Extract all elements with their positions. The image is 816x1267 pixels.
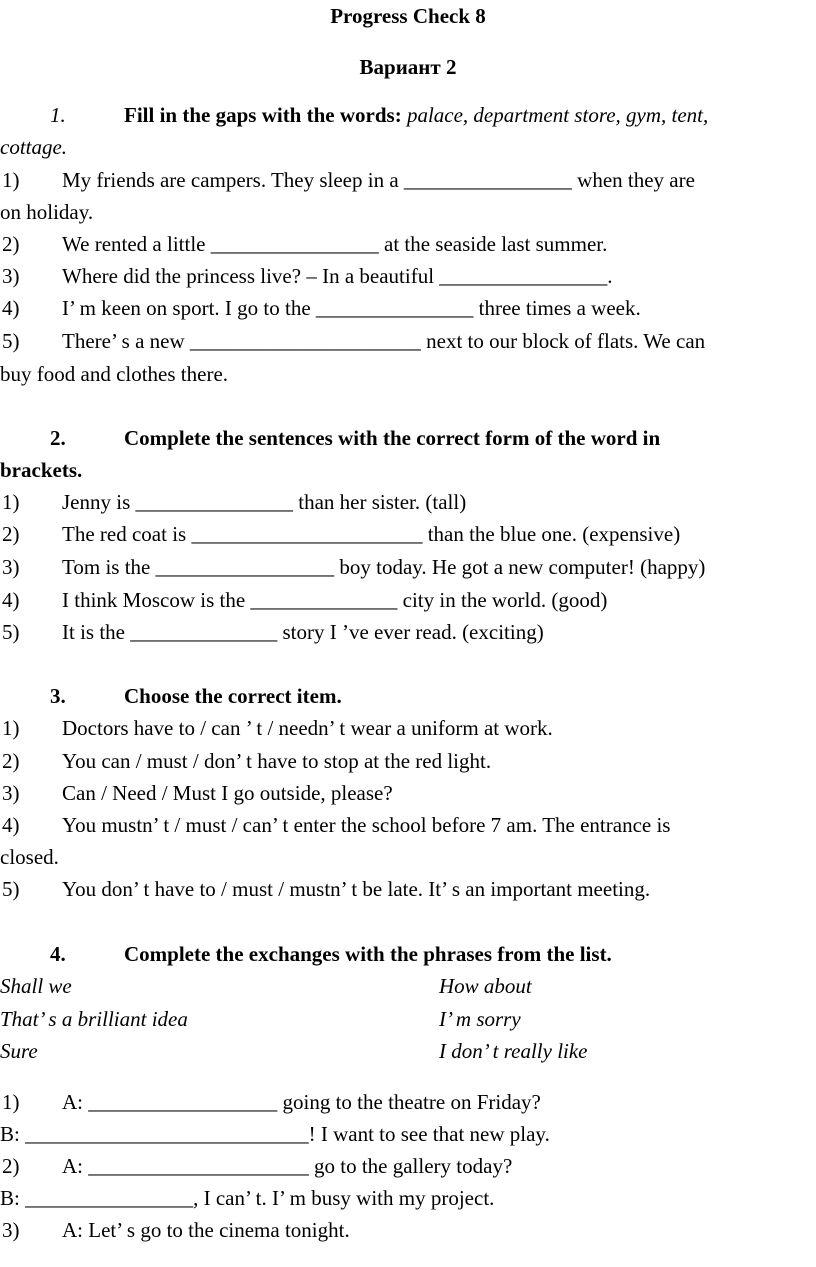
phrase-item: I don’ t really like	[439, 1039, 588, 1063]
section2-instruction: Complete the sentences with the correct form of the word in	[124, 426, 661, 450]
list-item: 2) You can / must / don’ t have to stop at the red light.	[2, 749, 492, 773]
list-item: 3) Tom is the _________________ boy today. He got a new computer! (happy)	[2, 555, 706, 579]
list-item: 5) There’ s a new ______________________ next to our block of flats. We can	[2, 329, 706, 353]
dialogue-line: B: ___________________________! I want to see that new play.	[0, 1122, 550, 1146]
list-item: 5) You don’ t have to / must / mustn’ t be late. It’ s an important meeting.	[2, 877, 651, 901]
list-item: 2) The red coat is ______________________ than the blue one. (expensive)	[2, 522, 681, 546]
dialogue-line: 1) A: __________________ going to the theatre on Friday?	[2, 1090, 541, 1114]
phrase-item: How about	[439, 974, 532, 998]
section1-heading	[0, 103, 816, 129]
phrase-item: I’ m sorry	[439, 1007, 521, 1031]
section1-number: 1.	[50, 103, 66, 127]
list-item: 1) My friends are campers. They sleep in a ________________ when they are	[2, 168, 695, 192]
list-item-cont: buy food and clothes there.	[0, 362, 229, 386]
section4-instruction: Complete the exchanges with the phrases from the list.	[124, 942, 612, 966]
variant-heading: Вариант 2	[359, 55, 457, 79]
section1-instruction: Fill in the gaps with the words:	[124, 103, 402, 127]
dialogue-line: B: ________________, I can’ t. I’ m busy with my project.	[0, 1186, 495, 1210]
list-item: 3) Can / Need / Must I go outside, please?	[2, 781, 393, 805]
dialogue-line: 2) A: _____________________ go to the gallery today?	[2, 1154, 513, 1178]
phrase-item: That’ s a brilliant idea	[0, 1007, 188, 1031]
list-item: 5) It is the ______________ story I ’ve ever read. (exciting)	[2, 620, 544, 644]
list-item: 4) I’ m keen on sport. I go to the _______________ three times a week.	[2, 296, 641, 320]
section2-instruction-cont: brackets.	[0, 458, 83, 482]
list-item: 4) You mustn’ t / must / can’ t enter the school before 7 am. The entrance is	[2, 813, 671, 837]
phrase-row	[0, 1007, 816, 1033]
section3-heading	[0, 684, 816, 710]
section1-words: palace, department store, gym, tent,	[406, 103, 709, 127]
section3-number: 3.	[50, 684, 66, 708]
phrase-item: Sure	[0, 1039, 38, 1063]
list-item: 1) Jenny is _______________ than her sister. (tall)	[2, 490, 467, 514]
section4-number: 4.	[50, 942, 66, 966]
dialogue-line: 3) A: Let’ s go to the cinema tonight.	[2, 1218, 350, 1242]
section2-number: 2.	[50, 426, 66, 450]
list-item-cont: on holiday.	[0, 200, 94, 224]
list-item-cont: closed.	[0, 845, 59, 869]
list-item: 3) Where did the princess live? – In a beautiful ________________.	[2, 264, 613, 288]
page-title: Progress Check 8	[330, 4, 486, 28]
section4-heading	[0, 942, 816, 968]
list-item: 2) We rented a little ________________ at the seaside last summer.	[2, 232, 608, 256]
phrase-row	[0, 1039, 816, 1065]
section2-heading	[0, 426, 816, 452]
list-item: 1) Doctors have to / can ’ t / needn’ t wear a uniform at work.	[2, 716, 553, 740]
phrase-row	[0, 974, 816, 1000]
section3-instruction: Choose the correct item.	[124, 684, 342, 708]
list-item: 4) I think Moscow is the ______________ city in the world. (good)	[2, 588, 608, 612]
section1-words-cont: cottage.	[0, 135, 68, 159]
phrase-item: Shall we	[0, 974, 72, 998]
